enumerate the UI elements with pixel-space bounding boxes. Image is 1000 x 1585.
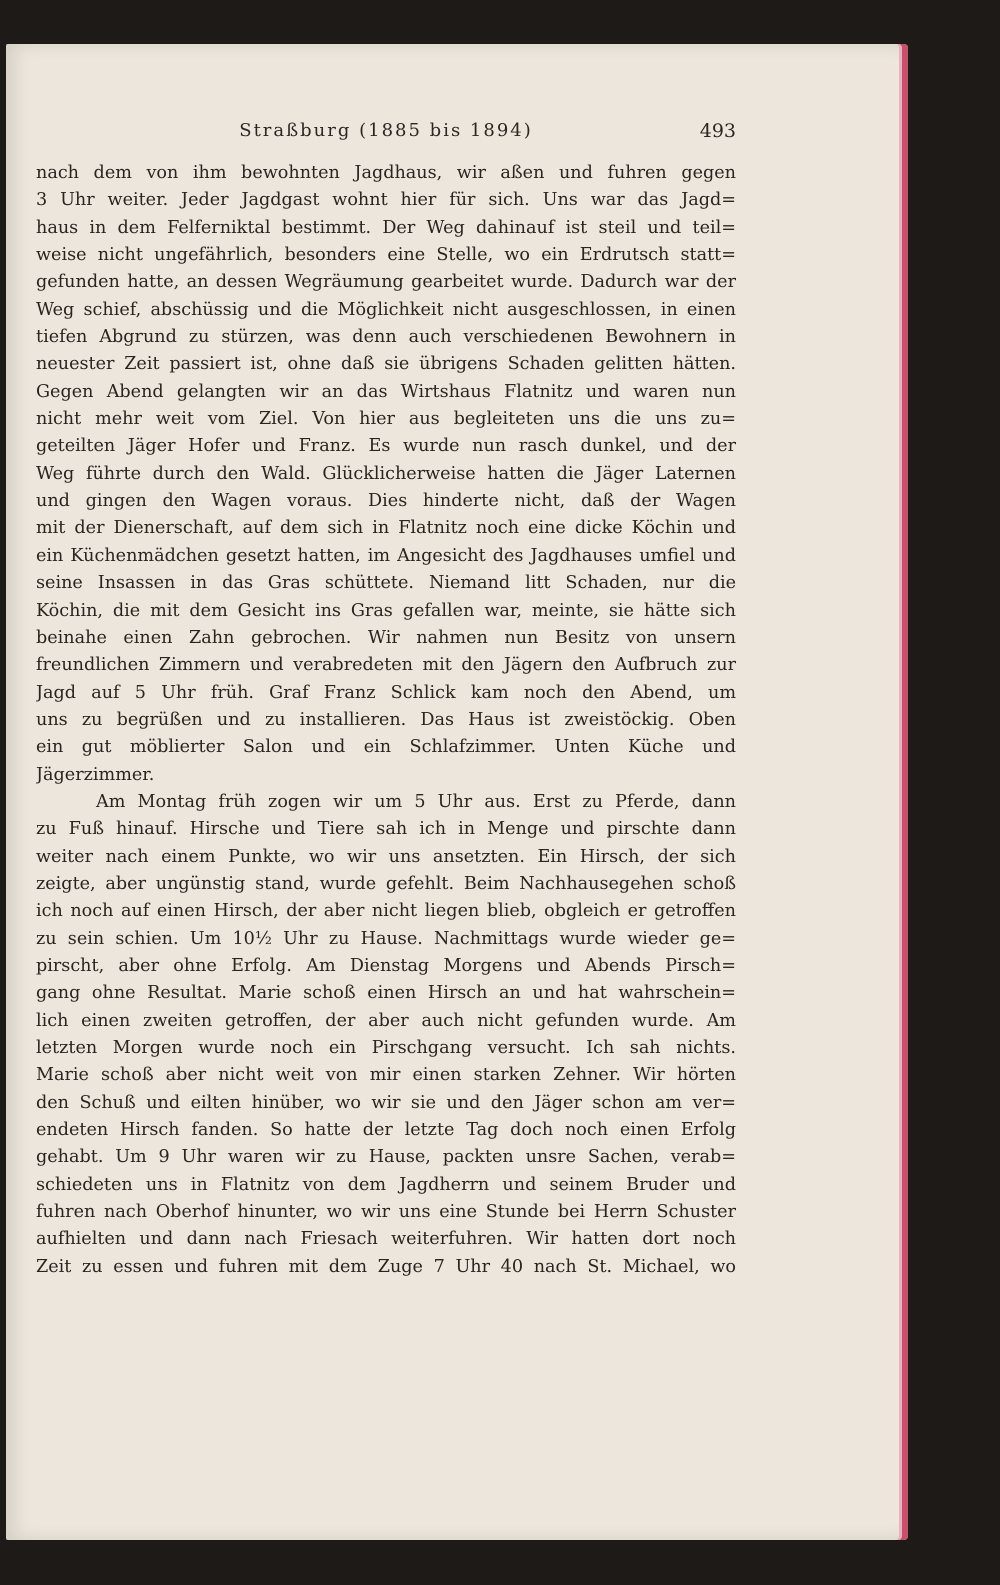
text-line: freundlichen Zimmern und verabredeten mit den Jägern den Aufbruch zur [36, 655, 736, 676]
running-head: Straßburg (1885 bis 1894) [239, 120, 533, 141]
text-line: mit der Dienerschaft, auf dem sich in Flatnitz noch eine dicke Köchin und [36, 518, 736, 539]
text-line: nicht mehr weit vom Ziel. Von hier aus begleiteten uns die uns zu= [36, 409, 736, 430]
text-line: Am Montag früh zogen wir um 5 Uhr aus. Erst zu Pferde, dann [96, 791, 736, 812]
text-line: beinahe einen Zahn gebrochen. Wir nahmen nun Besitz von unsern [36, 627, 736, 648]
text-line: uns zu begrüßen und zu installieren. Das Haus ist zweistöckig. Oben [36, 709, 736, 730]
text-line: nach dem von ihm bewohnten Jagdhaus, wir aßen und fuhren gegen [36, 163, 736, 183]
text-line: schiedeten uns in Flatnitz von dem Jagdherrn und seinem Bruder und [36, 1174, 736, 1195]
text-line: zeigte, aber ungünstig stand, wurde gefehlt. Beim Nachhausegehen schoß [36, 873, 736, 894]
text-line: ich noch auf einen Hirsch, der aber nicht liegen blieb, obgleich er getroffen [36, 901, 736, 922]
text-line: gefunden hatte, an dessen Wegräumung gearbeitet wurde. Dadurch war der [36, 272, 736, 293]
body-text [36, 160, 736, 1281]
text-line: ein gut möblierter Salon und ein Schlafzimmer. Unten Küche und [36, 737, 736, 758]
text-line: gang ohne Resultat. Marie schoß einen Hirsch an und hat wahrschein= [36, 983, 736, 1004]
text-line: und gingen den Wagen voraus. Dies hinderte nicht, daß der Wagen [36, 491, 736, 512]
text-line: 3 Uhr weiter. Jeder Jagdgast wohnt hier für sich. Uns war das Jagd= [36, 190, 736, 211]
text-line: Weg führte durch den Wald. Glücklicherweise hatten die Jäger Laternen [36, 463, 736, 484]
text-line: Köchin, die mit dem Gesicht ins Gras gefallen war, meinte, sie hätte sich [36, 600, 736, 621]
text-line: lich einen zweiten getroffen, der aber auch nicht gefunden wurde. Am [36, 1010, 736, 1031]
text-line: pirscht, aber ohne Erfolg. Am Dienstag Morgens und Abends Pirsch= [36, 955, 736, 976]
text-line: Jägerzimmer. [36, 764, 155, 785]
text-line: zu sein schien. Um 10½ Uhr zu Hause. Nachmittags wurde wieder ge= [36, 928, 736, 949]
page-number: 493 [699, 120, 736, 142]
text-line: gehabt. Um 9 Uhr waren wir zu Hause, packten unsre Sachen, verab= [36, 1147, 736, 1168]
text-line: geteilten Jäger Hofer und Franz. Es wurde nun rasch dunkel, und der [36, 436, 736, 457]
text-line: seine Insassen in das Gras schüttete. Niemand litt Schaden, nur die [36, 573, 736, 594]
text-line: Gegen Abend gelangten wir an das Wirtshaus Flatnitz und waren nun [36, 381, 736, 402]
text-line: aufhielten und dann nach Friesach weiterfuhren. Wir hatten dort noch [36, 1229, 736, 1250]
text-line: endeten Hirsch fanden. So hatte der letzte Tag doch noch einen Erfolg [36, 1120, 736, 1141]
text-line: Zeit zu essen und fuhren mit dem Zuge 7 Uhr 40 nach St. Michael, wo [36, 1256, 736, 1277]
page-header [36, 120, 736, 146]
text-line: zu Fuß hinauf. Hirsche und Tiere sah ich in Menge und pirschte dann [36, 819, 736, 840]
text-line: Jagd auf 5 Uhr früh. Graf Franz Schlick kam noch den Abend, um [36, 682, 736, 703]
text-line: haus in dem Felferniktal bestimmt. Der Weg dahinauf ist steil und teil= [36, 217, 736, 238]
text-line: weise nicht ungefährlich, besonders eine Stelle, wo ein Erdrutsch statt= [36, 245, 736, 266]
text-line: letzten Morgen wurde noch ein Pirschgang versucht. Ich sah nichts. [36, 1038, 736, 1058]
text-line: Marie schoß aber nicht weit von mir einen starken Zehner. Wir hörten [36, 1065, 736, 1086]
text-line: neuester Zeit passiert ist, ohne daß sie übrigens Schaden gelitten hätten. [36, 354, 736, 375]
text-line: ein Küchenmädchen gesetzt hatten, im Angesicht des Jagdhauses umfiel und [36, 545, 736, 566]
text-line: Weg schief, abschüssig und die Möglichkeit nicht ausgeschlossen, in einen [36, 299, 736, 320]
text-line: den Schuß und eilten hinüber, wo wir sie und den Jäger schon am ver= [36, 1092, 736, 1113]
text-line: tiefen Abgrund zu stürzen, was denn auch verschiedenen Bewohnern in [36, 327, 736, 348]
text-line: weiter nach einem Punkte, wo wir uns ansetzten. Ein Hirsch, der sich [36, 846, 736, 867]
text-line: fuhren nach Oberhof hinunter, wo wir uns eine Stunde bei Herrn Schuster [36, 1202, 736, 1223]
